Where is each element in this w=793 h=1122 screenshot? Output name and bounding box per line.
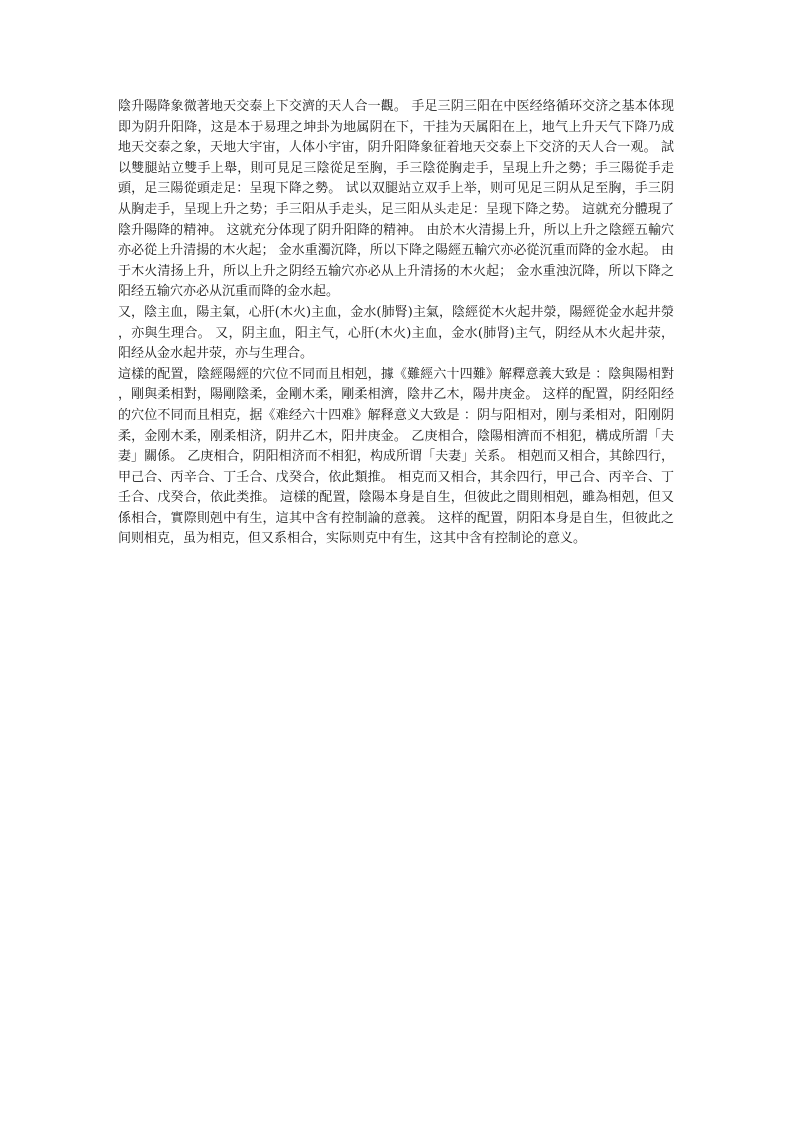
paragraph-acupoint-configuration: 這樣的配置，陰經陽經的穴位不同而且相剋，據《難經六十四難》解釋意義大致是 ：陰與陽相對，剛與柔相對，陽剛陰柔，金剛木柔，剛柔相濟，陰井乙木，陽井庚金。 这样的配置，阴经阳经的穴位不同而且相克，据《难经六十四难》解释意义大致是 ：阴与阳相对，刚与柔相对，阳刚阴柔，金刚木柔，刚柔相济，阴井乙木，阳井庚金。 乙庚相合，陰陽相濟而不相犯，構成所謂「夫妻」關係。 乙庚相合，阴阳相济而不相犯，构成所谓「夫妻」关系。 相剋而又相合，其餘四行，甲己合、丙辛合、丁壬合、戊癸合，依此類推。 相克而又相合，其余四行，甲己合、丙辛合、丁壬合、戊癸合，依此类推。 這樣的配置，陰陽本身是自生，但彼此之間則相剋，雖為相剋，但又係相合，實際則剋中有生，這其中含有控制論的意義。 这样的配置，阴阳本身是自生，但彼此之间则相克，虽为相克，但又系相合，实际则克中有生，这其中含有控制论的意义。 xyxy=(118,366,674,547)
paragraph-yin-ascend-yang-descend: 陰升陽降象微著地天交泰上下交濟的天人合一觀。 手足三阴三阳在中医经络循环交济之基本体现即为阴升阳降，这是本于易理之坤卦为地属阴在下，干挂为天属阳在上，地气上升天气下降乃成地天交泰之象，天地大宇宙，人体小宇宙，阴升阳降象征着地天交泰上下交济的天人合一观。 試以雙腿站立雙手上舉，則可見足三陰從足至胸，手三陰從胸走手，呈現上升之勢；手三陽從手走頭，足三陽從頭走足：呈現下降之勢。 试以双腿站立双手上举，则可见足三阴从足至胸，手三阴从胸走手，呈现上升之势；手三阳从手走头，足三阳从头走足：呈现下降之势。 這就充分體現了陰升陽降的精神。 这就充分体现了阴升阳降的精神。 由於木火清揚上升，所以上升之陰經五輸穴亦必從上升清揚的木火起； 金水重濁沉降，所以下降之陽經五輸穴亦必從沉重而降的金水起。 由于木火清扬上升，所以上升之阴经五输穴亦必从上升清扬的木火起； 金水重浊沉降，所以下降之阳经五输穴亦必从沉重而降的金水起。 xyxy=(118,99,674,300)
document-body xyxy=(118,97,674,550)
paragraph-blood-qi: 又，陰主血，陽主氣，心肝(木火)主血，金水(肺腎)主氣，陰經從木火起井滎，陽經從金水起井滎，亦與生理合。 又，阴主血，阳主气，心肝(木火)主血，金水(肺肾)主气，阴经从木火起井荥，阳经从金水起井荥，亦与生理合。 xyxy=(118,304,674,362)
